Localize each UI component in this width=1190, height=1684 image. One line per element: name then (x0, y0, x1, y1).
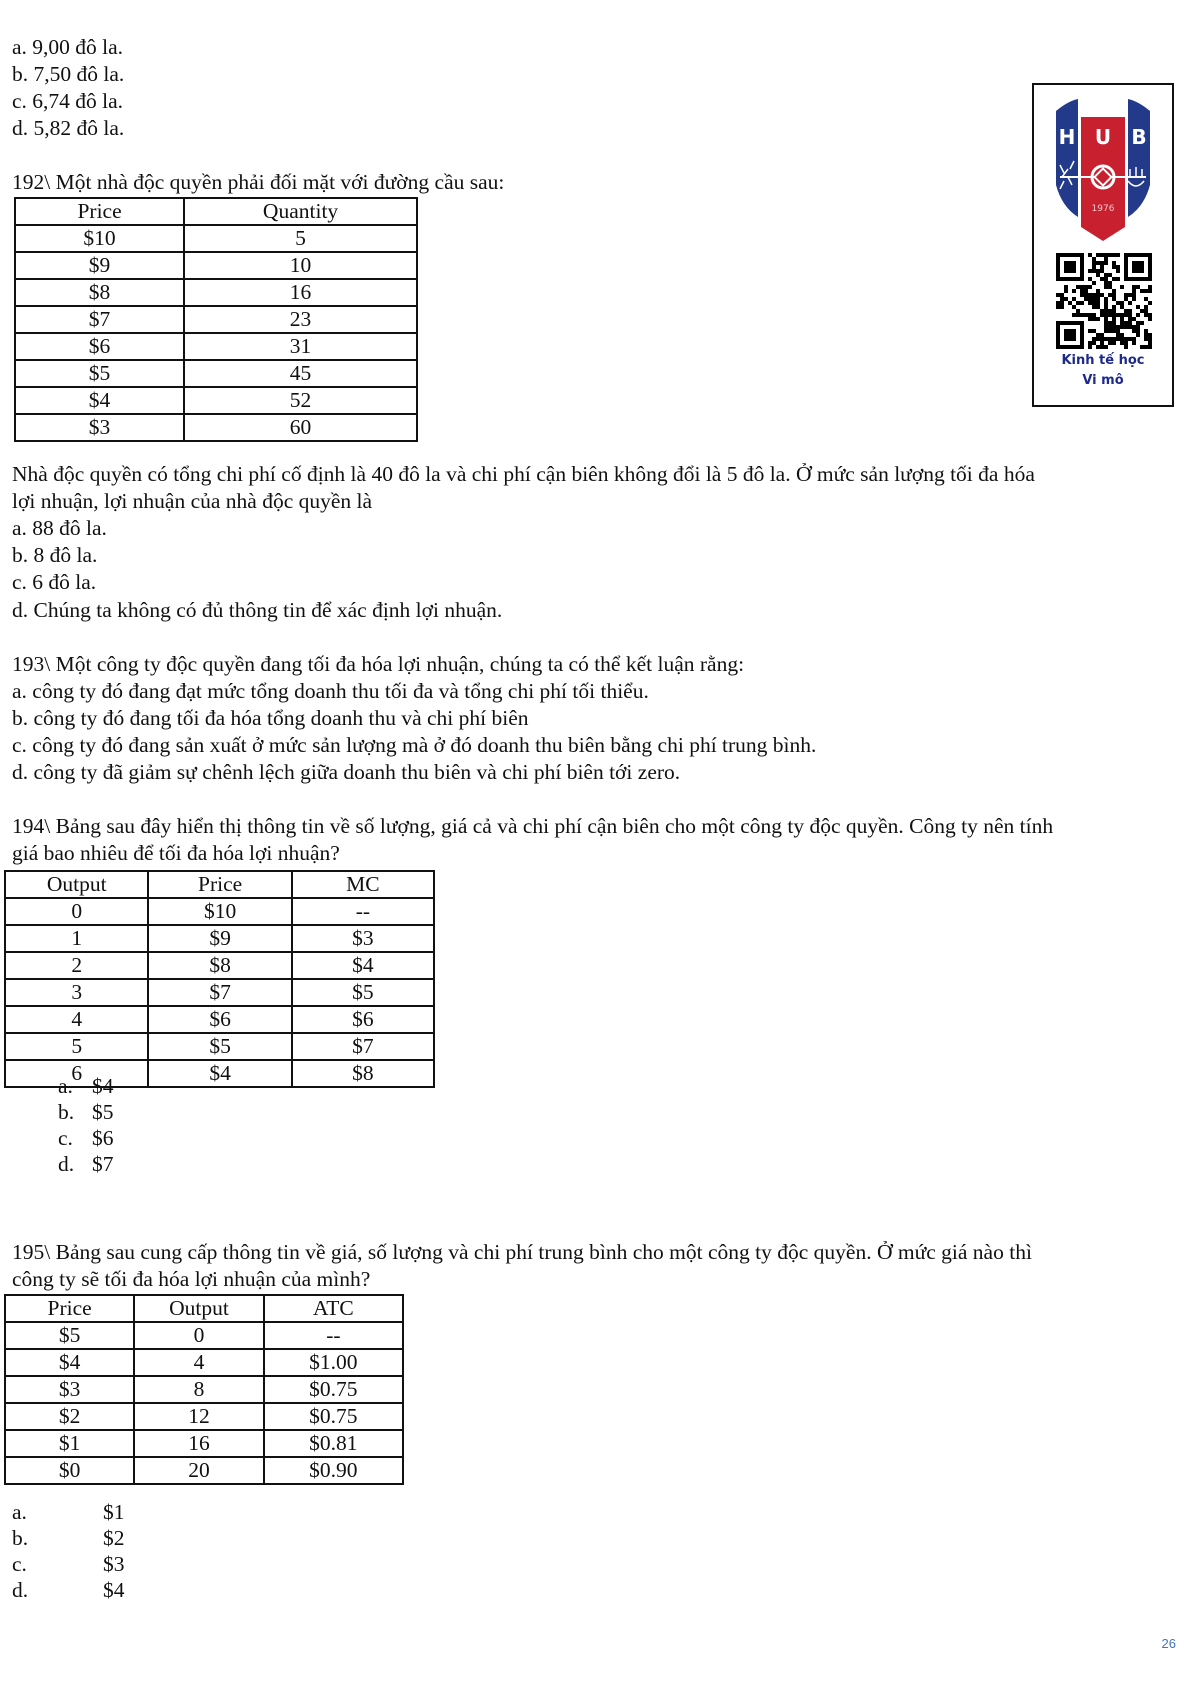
q193-option-b: b. công ty đó đang tối đa hóa tổng doanh thu và chi phí biên (12, 706, 529, 730)
table-row (15, 306, 417, 333)
q193-option-a: a. công ty đó đang đạt mức tổng doanh thu tối đa và tổng chi phí tối thiểu. (12, 679, 649, 703)
table-cell: 12 (134, 1403, 263, 1430)
table-row (5, 925, 434, 952)
q195-option-a (12, 1499, 125, 1526)
q192-option-c: c. 6 đô la. (12, 570, 97, 594)
q195-option-d (12, 1577, 125, 1604)
table-cell: $2 (5, 1403, 134, 1430)
prev-option-a: a. 9,00 đô la. (12, 35, 124, 59)
qr-code-icon[interactable] (1056, 253, 1152, 349)
table-row (5, 1322, 403, 1349)
table-cell: $1 (5, 1430, 134, 1457)
table-cell: $10 (15, 225, 184, 252)
option-letter: a. (58, 1074, 73, 1098)
table-cell: 16 (184, 279, 417, 306)
table-cell: $7 (292, 1033, 434, 1060)
table-cell: 0 (134, 1322, 263, 1349)
table-header-row (5, 871, 434, 898)
q194-stem-line2: giá bao nhiêu để tối đa hóa lợi nhuận? (12, 841, 340, 865)
table-cell: $8 (292, 1060, 434, 1087)
table-cell: 45 (184, 360, 417, 387)
q192-followup-line1: Nhà độc quyền có tổng chi phí cố định là 40 đô la và chi phí cận biên không đổi là 5 đô la. Ở mức sản lượng tối đa hóa (12, 462, 1035, 486)
table-cell: $9 (15, 252, 184, 279)
table-cell: 5 (184, 225, 417, 252)
logo-caption-line2: Vi mô (1082, 373, 1124, 388)
table-row (15, 279, 417, 306)
table-cell: $3 (292, 925, 434, 952)
table-cell: $4 (148, 1060, 291, 1087)
table-row (15, 414, 417, 441)
table-cell: $4 (5, 1349, 134, 1376)
table-cell: 6 (5, 1060, 148, 1087)
hub-shield-icon (1034, 89, 1172, 249)
q192-option-d: d. Chúng ta không có đủ thông tin để xác định lợi nhuận. (12, 598, 503, 622)
prev-option-d: d. 5,82 đô la. (12, 116, 125, 140)
option-letter: a. (12, 1500, 27, 1524)
column-header: Price (15, 198, 184, 225)
table-row (15, 360, 417, 387)
table-cell: $5 (15, 360, 184, 387)
table-cell: $5 (148, 1033, 291, 1060)
logo-letter-u: U (1094, 125, 1112, 149)
table-header-row (5, 1295, 403, 1322)
table-row (15, 387, 417, 414)
column-header: Price (148, 871, 291, 898)
table-cell: $3 (15, 414, 184, 441)
option-letter: d. (58, 1152, 75, 1176)
option-value: $3 (103, 1552, 125, 1576)
table-row (5, 1033, 434, 1060)
table-cell: $3 (5, 1376, 134, 1403)
q195-option-c (12, 1551, 125, 1578)
table-cell: $8 (15, 279, 184, 306)
column-header: Price (5, 1295, 134, 1322)
table-cell: $5 (5, 1322, 134, 1349)
table-cell: $4 (15, 387, 184, 414)
table-cell: $0.81 (264, 1430, 403, 1457)
table-row (5, 1457, 403, 1484)
q195-stem-line2: công ty sẽ tối đa hóa lợi nhuận của mình? (12, 1267, 371, 1291)
table-cell: 23 (184, 306, 417, 333)
table-row (5, 1376, 403, 1403)
table-cell: 4 (134, 1349, 263, 1376)
table-cell: 52 (184, 387, 417, 414)
q195-stem-line1: 195\ Bảng sau cung cấp thông tin về giá, số lượng và chi phí trung bình cho một công ty độc quyền. Ở mức giá nào thì (12, 1240, 1032, 1264)
q195-table (4, 1294, 404, 1485)
table-row (15, 252, 417, 279)
option-value: $2 (103, 1526, 125, 1550)
q192-stem: 192\ Một nhà độc quyền phải đối mặt với đường cầu sau: (12, 170, 505, 194)
logo-letter-h: H (1058, 125, 1076, 149)
table-row (5, 1430, 403, 1457)
table-cell: $6 (148, 1006, 291, 1033)
table-row (5, 979, 434, 1006)
table-cell: $5 (292, 979, 434, 1006)
table-cell: 0 (5, 898, 148, 925)
option-value: $5 (92, 1100, 114, 1124)
q195-option-b (12, 1525, 125, 1552)
table-cell: 10 (184, 252, 417, 279)
table-row (5, 1403, 403, 1430)
table-cell: $6 (292, 1006, 434, 1033)
table-cell: 4 (5, 1006, 148, 1033)
q192-followup-line2: lợi nhuận, lợi nhuận của nhà độc quyền là (12, 489, 373, 513)
column-header: Quantity (184, 198, 417, 225)
table-cell: $9 (148, 925, 291, 952)
option-letter: c. (58, 1126, 73, 1150)
table-cell: -- (292, 898, 434, 925)
q194-option-c (58, 1125, 114, 1152)
q193-stem: 193\ Một công ty độc quyền đang tối đa hóa lợi nhuận, chúng ta có thể kết luận rằng: (12, 652, 745, 676)
q194-option-a (58, 1073, 114, 1100)
table-row (5, 1006, 434, 1033)
table-cell: 5 (5, 1033, 148, 1060)
table-cell: $0.90 (264, 1457, 403, 1484)
table-cell: $6 (15, 333, 184, 360)
table-cell: 20 (134, 1457, 263, 1484)
table-header-row (15, 198, 417, 225)
logo-caption-line1: Kinh tế học (1061, 353, 1145, 368)
option-value: $1 (103, 1500, 125, 1524)
table-cell: -- (264, 1322, 403, 1349)
q194-stem-line1: 194\ Bảng sau đây hiển thị thông tin về số lượng, giá cả và chi phí cận biên cho một công ty độc quyền. Công ty nên tính (12, 814, 1054, 838)
table-row (15, 225, 417, 252)
table-cell: 8 (134, 1376, 263, 1403)
table-cell: 60 (184, 414, 417, 441)
table-cell: $0.75 (264, 1403, 403, 1430)
logo-year: 1976 (1091, 204, 1115, 214)
table-cell: $7 (15, 306, 184, 333)
option-letter: c. (12, 1552, 27, 1576)
option-value: $4 (92, 1074, 114, 1098)
table-cell: $7 (148, 979, 291, 1006)
table-cell: $0 (5, 1457, 134, 1484)
option-letter: b. (12, 1526, 29, 1550)
table-cell: 31 (184, 333, 417, 360)
table-row (5, 952, 434, 979)
table-row (5, 1349, 403, 1376)
table-cell: $8 (148, 952, 291, 979)
table-cell: 16 (134, 1430, 263, 1457)
hub-logo-panel (1032, 83, 1174, 407)
table-cell: $0.75 (264, 1376, 403, 1403)
q192-option-b: b. 8 đô la. (12, 543, 98, 567)
option-letter: b. (58, 1100, 75, 1124)
column-header: MC (292, 871, 434, 898)
table-row (15, 333, 417, 360)
option-letter: d. (12, 1578, 29, 1602)
q192-demand-table (14, 197, 418, 442)
column-header: Output (134, 1295, 263, 1322)
table-cell: 1 (5, 925, 148, 952)
table-cell: $1.00 (264, 1349, 403, 1376)
table-cell: 3 (5, 979, 148, 1006)
table-cell: $10 (148, 898, 291, 925)
q193-option-d: d. công ty đã giảm sự chênh lệch giữa doanh thu biên và chi phí biên tới zero. (12, 760, 681, 784)
table-cell: 2 (5, 952, 148, 979)
prev-option-c: c. 6,74 đô la. (12, 89, 124, 113)
q193-option-c: c. công ty đó đang sản xuất ở mức sản lượng mà ở đó doanh thu biên bằng chi phí trung bình. (12, 733, 817, 757)
table-row (5, 898, 434, 925)
option-value: $6 (92, 1126, 114, 1150)
table-cell: $4 (292, 952, 434, 979)
q194-table (4, 870, 435, 1088)
page-number: 26 (1161, 1636, 1176, 1651)
q194-option-b (58, 1099, 114, 1126)
q194-option-d (58, 1151, 114, 1178)
option-value: $4 (103, 1578, 125, 1602)
q192-option-a: a. 88 đô la. (12, 516, 107, 540)
logo-letter-b: B (1131, 125, 1147, 149)
prev-option-b: b. 7,50 đô la. (12, 62, 125, 86)
column-header: ATC (264, 1295, 403, 1322)
column-header: Output (5, 871, 148, 898)
option-value: $7 (92, 1152, 114, 1176)
